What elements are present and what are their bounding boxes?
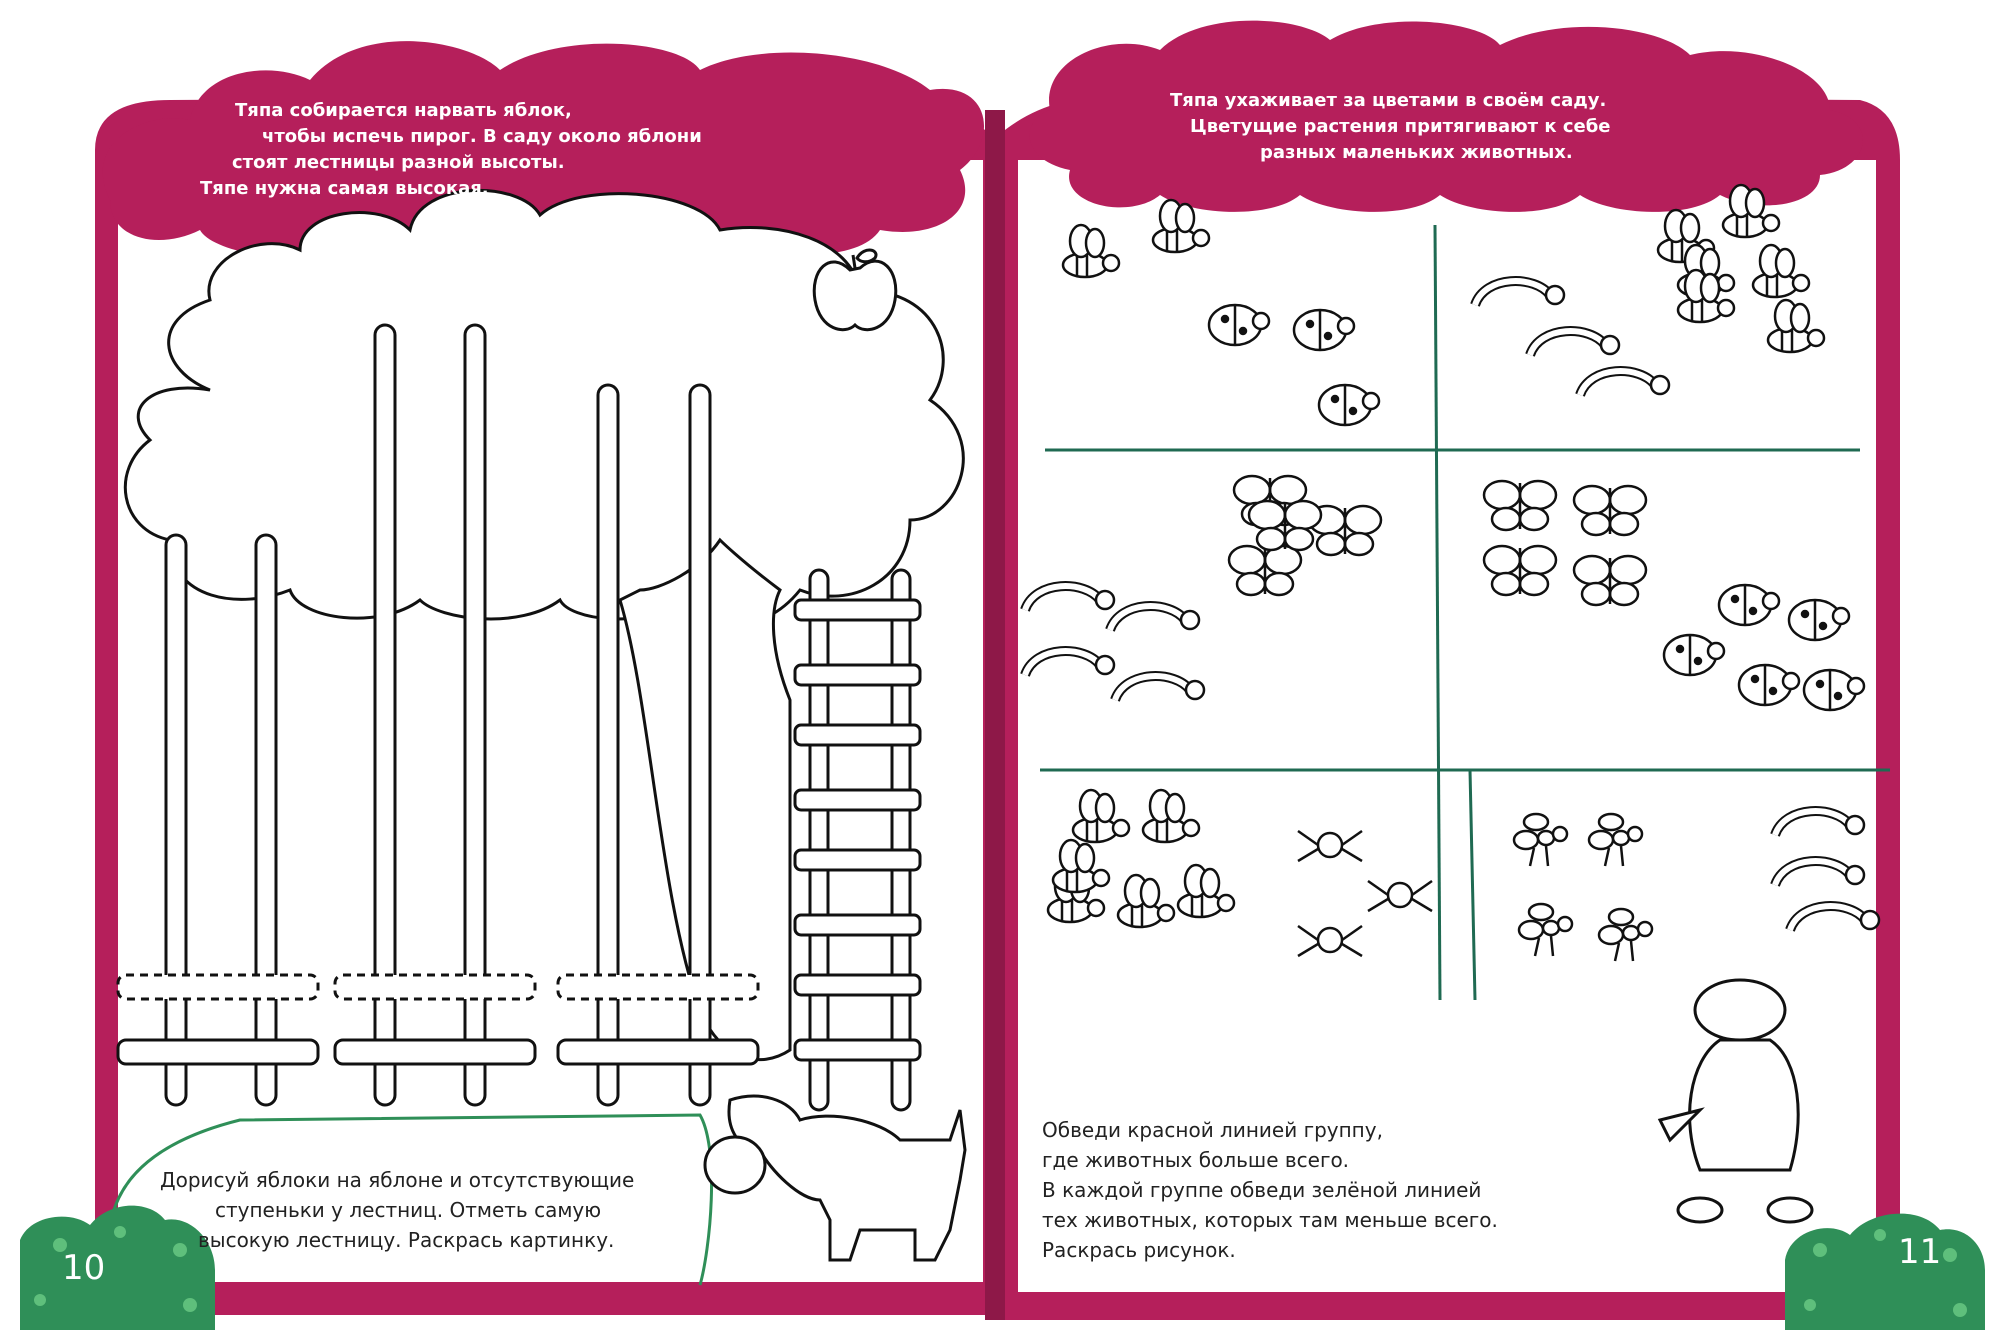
beetle-icon (1789, 600, 1849, 640)
page-number-right: 11 (1898, 1232, 1942, 1272)
spider-icon (1298, 831, 1362, 861)
ant-icon (1599, 909, 1652, 961)
wasp-icon (1143, 790, 1199, 842)
butterfly-icon (1229, 546, 1301, 595)
bee-icon (1768, 300, 1824, 352)
ant-icon (1514, 814, 1567, 866)
left-instruction-line-1: Дорисуй яблоки на яблоне и отсутствующие (160, 1168, 635, 1192)
caterpillar-icon (1025, 586, 1114, 610)
beetle-icon (1664, 635, 1724, 675)
caterpillar-icon (1475, 281, 1564, 305)
bee-icon (1723, 185, 1779, 237)
left-cloud-line-1: Тяпа собирается нарвать яблок, (235, 100, 572, 121)
right-cloud-line-1: Тяпа ухаживает за цветами в своём саду. (1170, 90, 1607, 111)
left-cloud-line-3: стоят лестницы разной высоты. (232, 152, 565, 173)
beetle-icon (1719, 585, 1779, 625)
beetle-icon (1739, 665, 1799, 705)
right-instruction-line-4: тех животных, которых там меньше всего. (1042, 1208, 1498, 1232)
beetle-icon (1804, 670, 1864, 710)
spider-icon (1298, 926, 1362, 956)
left-cloud-line-4: Тяпе нужна самая высокая. (200, 178, 489, 199)
right-cloud-line-3: разных маленьких животных. (1260, 142, 1573, 163)
bee-icon (1153, 200, 1209, 252)
worm-icon (1775, 811, 1864, 835)
wasp-icon (1053, 840, 1109, 892)
right-instruction-line-5: Раскрась рисунок. (1042, 1238, 1236, 1262)
right-instruction-line-1: Обведи красной линией группу, (1042, 1118, 1383, 1142)
page-number-left: 10 (62, 1248, 106, 1288)
right-instruction-line-3: В каждой группе обведи зелёной линией (1042, 1178, 1482, 1202)
ladybug-icon (1319, 385, 1379, 425)
ladybug-icon (1294, 310, 1354, 350)
caterpillar-icon (1580, 371, 1669, 395)
spider-icon (1368, 881, 1432, 911)
butterfly-icon (1484, 546, 1556, 595)
ladybug-icon (1209, 305, 1269, 345)
worm-icon (1790, 906, 1879, 930)
butterfly-icon (1574, 486, 1646, 535)
butterfly-icon (1249, 501, 1321, 550)
wasp-icon (1073, 790, 1129, 842)
left-instruction-line-2: ступеньки у лестниц. Отметь самую (215, 1198, 602, 1222)
bee-icon (1753, 245, 1809, 297)
left-instruction-line-3: высокую лестницу. Раскрась картинку. (198, 1228, 615, 1252)
butterfly-icon (1484, 481, 1556, 530)
ant-icon (1519, 904, 1572, 956)
right-cloud-line-2: Цветущие растения притягивают к себе (1190, 116, 1611, 137)
left-cloud-line-2: чтобы испечь пирог. В саду около яблони (262, 126, 702, 147)
ant-icon (1589, 814, 1642, 866)
wasp-icon (1118, 875, 1174, 927)
right-instruction-line-2: где животных больше всего. (1042, 1148, 1350, 1172)
caterpillar-icon (1115, 676, 1204, 700)
butterfly-icon (1574, 556, 1646, 605)
bee-icon (1063, 225, 1119, 277)
worm-icon (1775, 861, 1864, 885)
caterpillar-icon (1530, 331, 1619, 355)
caterpillar-icon (1025, 651, 1114, 675)
caterpillar-icon (1110, 606, 1199, 630)
wasp-icon (1178, 865, 1234, 917)
